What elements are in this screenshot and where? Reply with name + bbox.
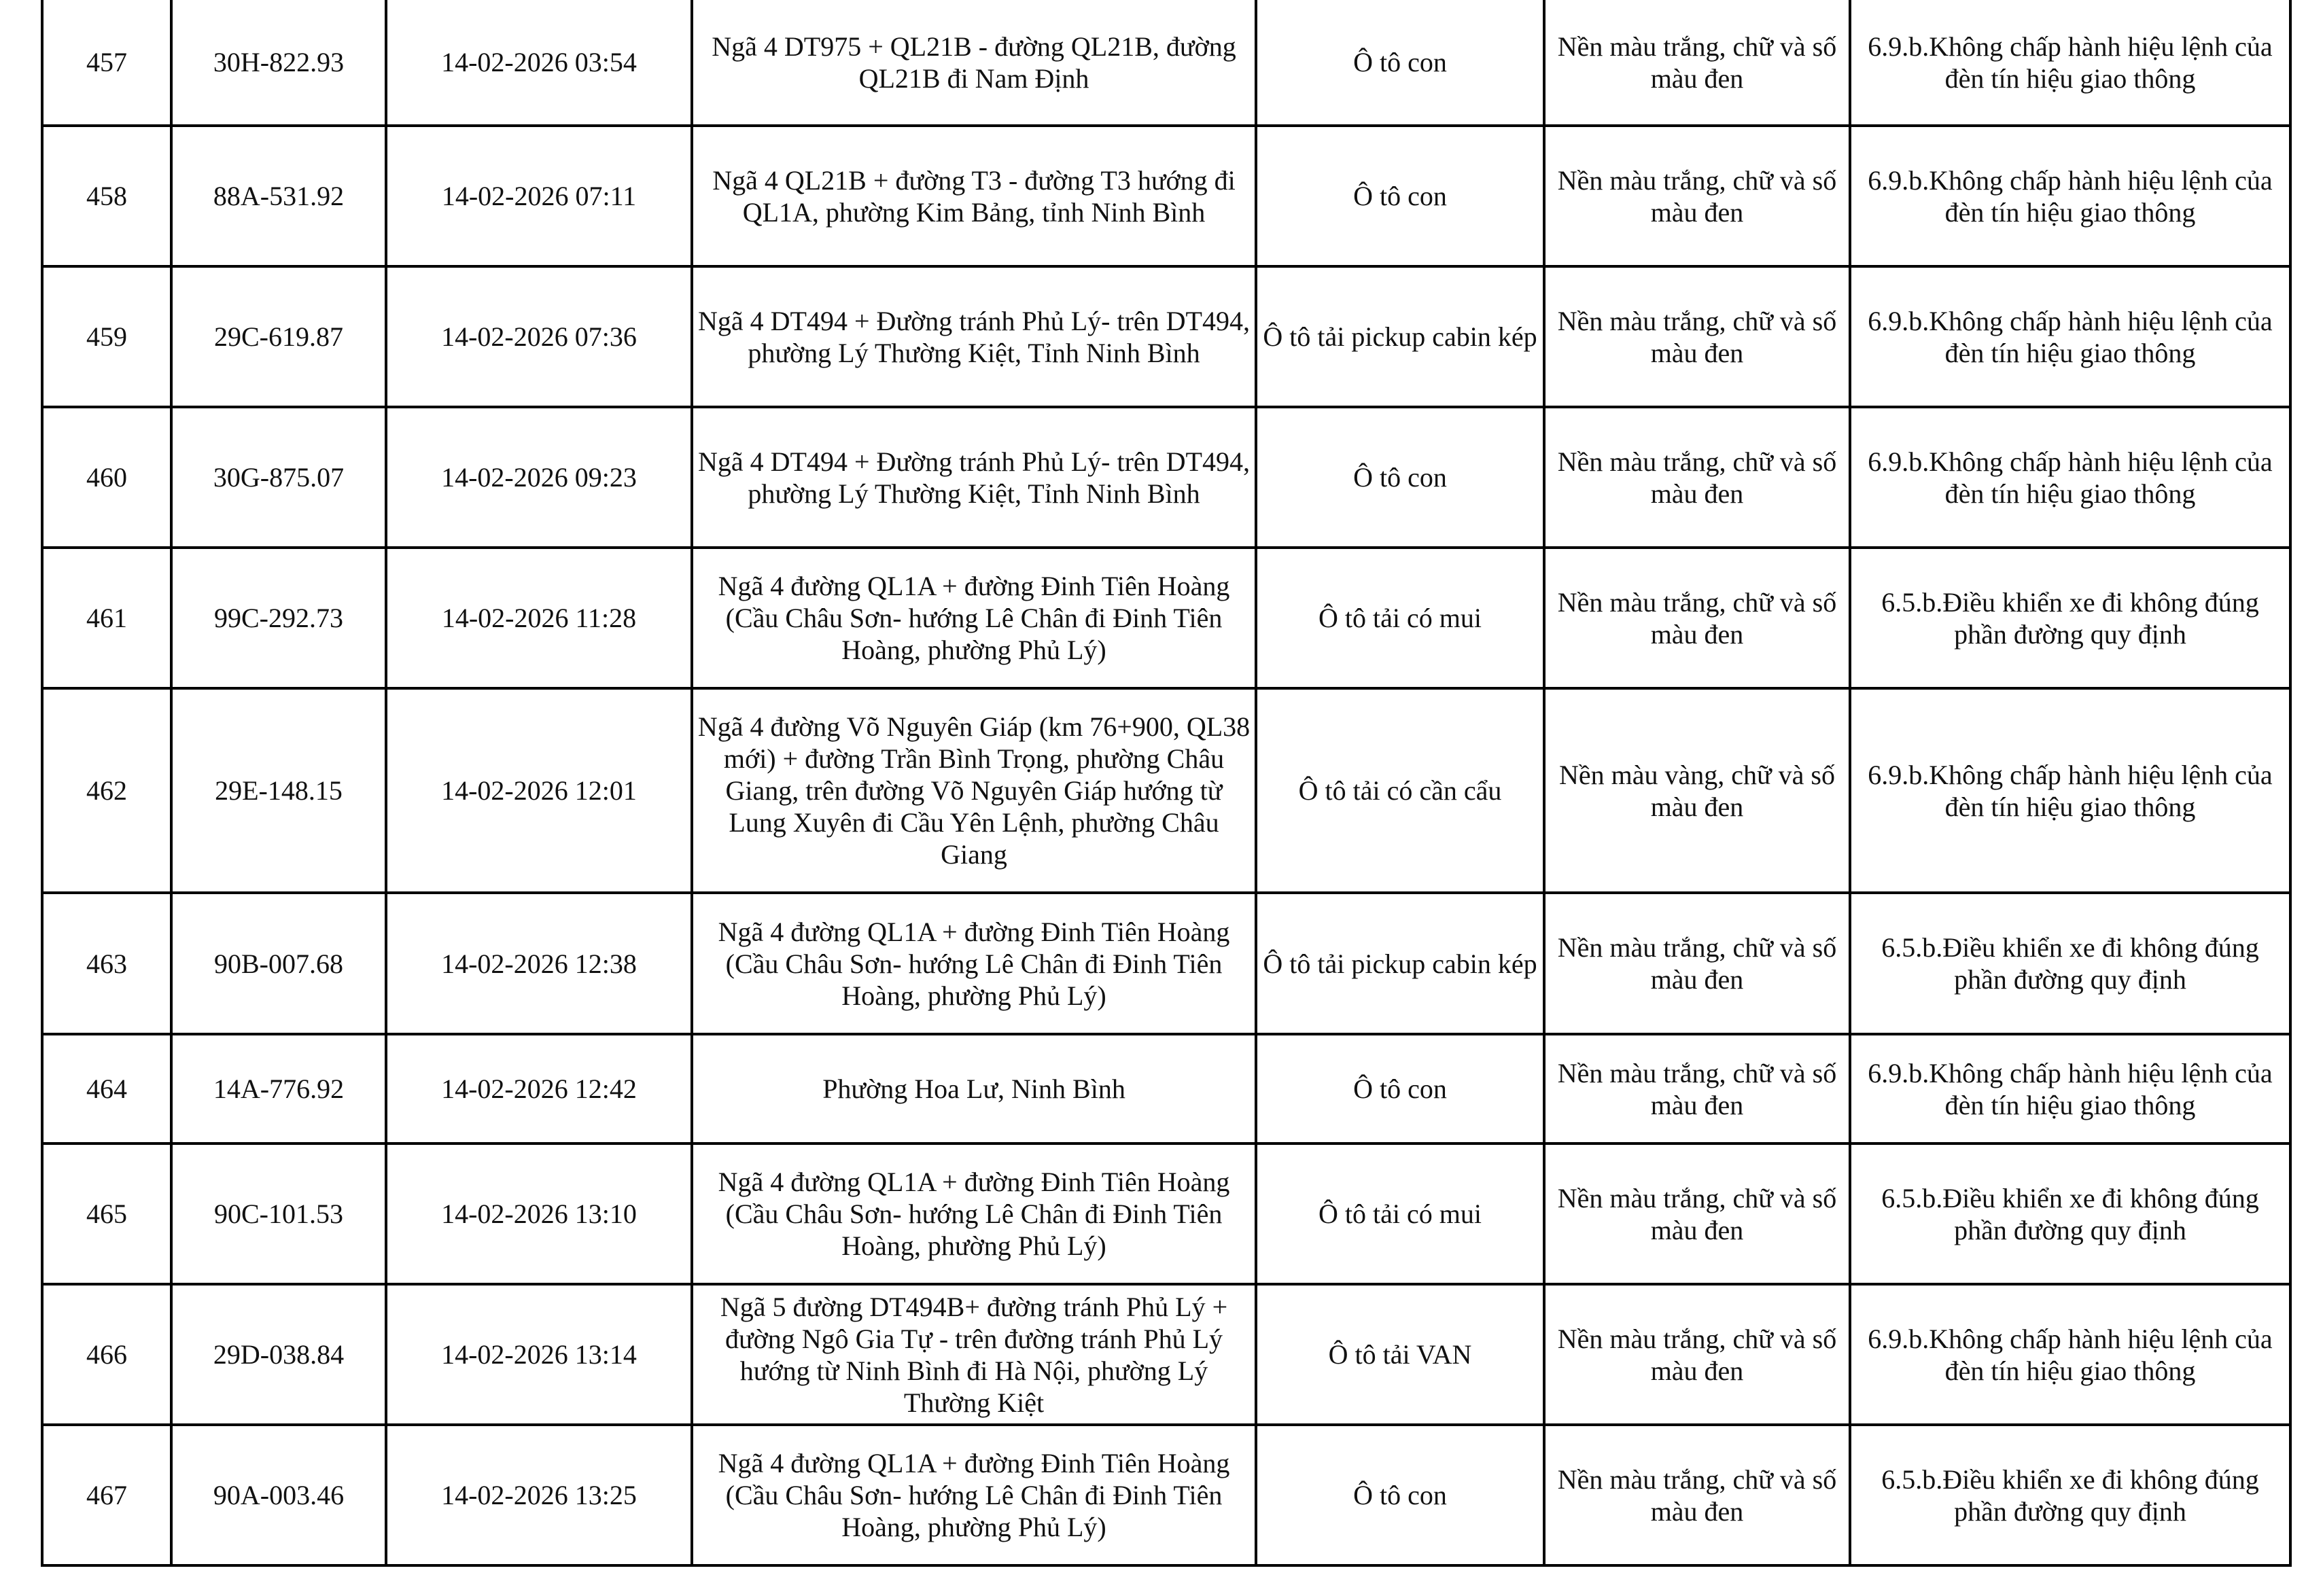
cell-location: Ngã 4 đường Võ Nguyên Giáp (km 76+900, QL38 mới) + đường Trần Bình Trọng, phường Châu Giang, trên đường Võ Nguyên Giáp hướng từ Lung Xuyên đi Cầu Yên Lệnh, phường Châu Giang <box>692 688 1256 893</box>
cell-stt: 464 <box>42 1034 171 1143</box>
table-row <box>42 1425 2290 1565</box>
cell-plate-color: Nền màu trắng, chữ và số màu đen <box>1544 407 1850 548</box>
cell-location: Ngã 4 DT975 + QL21B - đường QL21B, đường QL21B đi Nam Định <box>692 0 1256 126</box>
cell-plate: 29C-619.87 <box>171 266 386 407</box>
cell-plate: 90C-101.53 <box>171 1143 386 1284</box>
cell-time: 14-02-2026 13:10 <box>386 1143 692 1284</box>
cell-plate-color: Nền màu trắng, chữ và số màu đen <box>1544 1425 1850 1565</box>
cell-stt: 467 <box>42 1425 171 1565</box>
cell-plate-color: Nền màu trắng, chữ và số màu đen <box>1544 0 1850 126</box>
cell-time: 14-02-2026 09:23 <box>386 407 692 548</box>
cell-vehicle-type: Ô tô tải có mui <box>1256 1143 1544 1284</box>
cell-plate-color: Nền màu trắng, chữ và số màu đen <box>1544 548 1850 688</box>
cell-time: 14-02-2026 13:25 <box>386 1425 692 1565</box>
cell-violation: 6.9.b.Không chấp hành hiệu lệnh của đèn tín hiệu giao thông <box>1850 407 2290 548</box>
cell-stt: 458 <box>42 126 171 266</box>
cell-stt: 461 <box>42 548 171 688</box>
cell-stt: 463 <box>42 893 171 1034</box>
table-row <box>42 1284 2290 1425</box>
cell-vehicle-type: Ô tô con <box>1256 407 1544 548</box>
cell-location: Ngã 4 QL21B + đường T3 - đường T3 hướng đi QL1A, phường Kim Bảng, tỉnh Ninh Bình <box>692 126 1256 266</box>
cell-vehicle-type: Ô tô tải VAN <box>1256 1284 1544 1425</box>
cell-time: 14-02-2026 12:38 <box>386 893 692 1034</box>
table-row <box>42 0 2290 126</box>
cell-violation: 6.9.b.Không chấp hành hiệu lệnh của đèn tín hiệu giao thông <box>1850 1284 2290 1425</box>
cell-violation: 6.9.b.Không chấp hành hiệu lệnh của đèn tín hiệu giao thông <box>1850 688 2290 893</box>
violations-table <box>41 0 2292 1567</box>
cell-violation: 6.9.b.Không chấp hành hiệu lệnh của đèn tín hiệu giao thông <box>1850 1034 2290 1143</box>
cell-location: Ngã 4 đường QL1A + đường Đinh Tiên Hoàng (Cầu Châu Sơn- hướng Lê Chân đi Đinh Tiên Hoàng, phường Phủ Lý) <box>692 1143 1256 1284</box>
cell-stt: 457 <box>42 0 171 126</box>
cell-plate-color: Nền màu trắng, chữ và số màu đen <box>1544 1143 1850 1284</box>
cell-plate: 14A-776.92 <box>171 1034 386 1143</box>
cell-location: Ngã 5 đường DT494B+ đường tránh Phủ Lý + đường Ngô Gia Tự - trên đường tránh Phủ Lý hướng từ Ninh Bình đi Hà Nội, phường Lý Thường Kiệt <box>692 1284 1256 1425</box>
cell-violation: 6.9.b.Không chấp hành hiệu lệnh của đèn tín hiệu giao thông <box>1850 266 2290 407</box>
cell-vehicle-type: Ô tô tải pickup cabin kép <box>1256 893 1544 1034</box>
cell-vehicle-type: Ô tô con <box>1256 0 1544 126</box>
cell-plate: 29D-038.84 <box>171 1284 386 1425</box>
cell-location: Ngã 4 đường QL1A + đường Đinh Tiên Hoàng (Cầu Châu Sơn- hướng Lê Chân đi Đinh Tiên Hoàng, phường Phủ Lý) <box>692 1425 1256 1565</box>
table-row <box>42 126 2290 266</box>
cell-plate: 30H-822.93 <box>171 0 386 126</box>
cell-location: Ngã 4 đường QL1A + đường Đinh Tiên Hoàng (Cầu Châu Sơn- hướng Lê Chân đi Đinh Tiên Hoàng, phường Phủ Lý) <box>692 548 1256 688</box>
cell-plate-color: Nền màu trắng, chữ và số màu đen <box>1544 126 1850 266</box>
cell-plate-color: Nền màu trắng, chữ và số màu đen <box>1544 893 1850 1034</box>
cell-time: 14-02-2026 12:01 <box>386 688 692 893</box>
cell-violation: 6.9.b.Không chấp hành hiệu lệnh của đèn tín hiệu giao thông <box>1850 126 2290 266</box>
cell-violation: 6.5.b.Điều khiển xe đi không đúng phần đường quy định <box>1850 1143 2290 1284</box>
table-row <box>42 1034 2290 1143</box>
cell-stt: 466 <box>42 1284 171 1425</box>
cell-time: 14-02-2026 07:36 <box>386 266 692 407</box>
cell-plate-color: Nền màu trắng, chữ và số màu đen <box>1544 1034 1850 1143</box>
cell-time: 14-02-2026 03:54 <box>386 0 692 126</box>
table-row <box>42 266 2290 407</box>
cell-plate: 99C-292.73 <box>171 548 386 688</box>
cell-time: 14-02-2026 11:28 <box>386 548 692 688</box>
cell-vehicle-type: Ô tô tải có mui <box>1256 548 1544 688</box>
cell-stt: 465 <box>42 1143 171 1284</box>
cell-stt: 462 <box>42 688 171 893</box>
cell-plate-color: Nền màu vàng, chữ và số màu đen <box>1544 688 1850 893</box>
cell-plate-color: Nền màu trắng, chữ và số màu đen <box>1544 266 1850 407</box>
cell-location: Ngã 4 DT494 + Đường tránh Phủ Lý- trên DT494, phường Lý Thường Kiệt, Tỉnh Ninh Bình <box>692 266 1256 407</box>
cell-vehicle-type: Ô tô con <box>1256 126 1544 266</box>
cell-vehicle-type: Ô tô con <box>1256 1425 1544 1565</box>
cell-plate: 29E-148.15 <box>171 688 386 893</box>
cell-violation: 6.5.b.Điều khiển xe đi không đúng phần đường quy định <box>1850 1425 2290 1565</box>
cell-plate: 30G-875.07 <box>171 407 386 548</box>
table-row <box>42 548 2290 688</box>
cell-violation: 6.9.b.Không chấp hành hiệu lệnh của đèn tín hiệu giao thông <box>1850 0 2290 126</box>
cell-stt: 459 <box>42 266 171 407</box>
cell-vehicle-type: Ô tô tải có cần cẩu <box>1256 688 1544 893</box>
cell-location: Phường Hoa Lư, Ninh Bình <box>692 1034 1256 1143</box>
table-row <box>42 893 2290 1034</box>
cell-vehicle-type: Ô tô tải pickup cabin kép <box>1256 266 1544 407</box>
cell-plate-color: Nền màu trắng, chữ và số màu đen <box>1544 1284 1850 1425</box>
table-row <box>42 1143 2290 1284</box>
cell-location: Ngã 4 DT494 + Đường tránh Phủ Lý- trên DT494, phường Lý Thường Kiệt, Tỉnh Ninh Bình <box>692 407 1256 548</box>
cell-time: 14-02-2026 07:11 <box>386 126 692 266</box>
cell-location: Ngã 4 đường QL1A + đường Đinh Tiên Hoàng (Cầu Châu Sơn- hướng Lê Chân đi Đinh Tiên Hoàng, phường Phủ Lý) <box>692 893 1256 1034</box>
cell-violation: 6.5.b.Điều khiển xe đi không đúng phần đường quy định <box>1850 893 2290 1034</box>
cell-plate: 90B-007.68 <box>171 893 386 1034</box>
cell-plate: 90A-003.46 <box>171 1425 386 1565</box>
cell-time: 14-02-2026 13:14 <box>386 1284 692 1425</box>
cell-stt: 460 <box>42 407 171 548</box>
cell-time: 14-02-2026 12:42 <box>386 1034 692 1143</box>
cell-vehicle-type: Ô tô con <box>1256 1034 1544 1143</box>
table-row <box>42 688 2290 893</box>
cell-plate: 88A-531.92 <box>171 126 386 266</box>
table-row <box>42 407 2290 548</box>
cell-violation: 6.5.b.Điều khiển xe đi không đúng phần đường quy định <box>1850 548 2290 688</box>
